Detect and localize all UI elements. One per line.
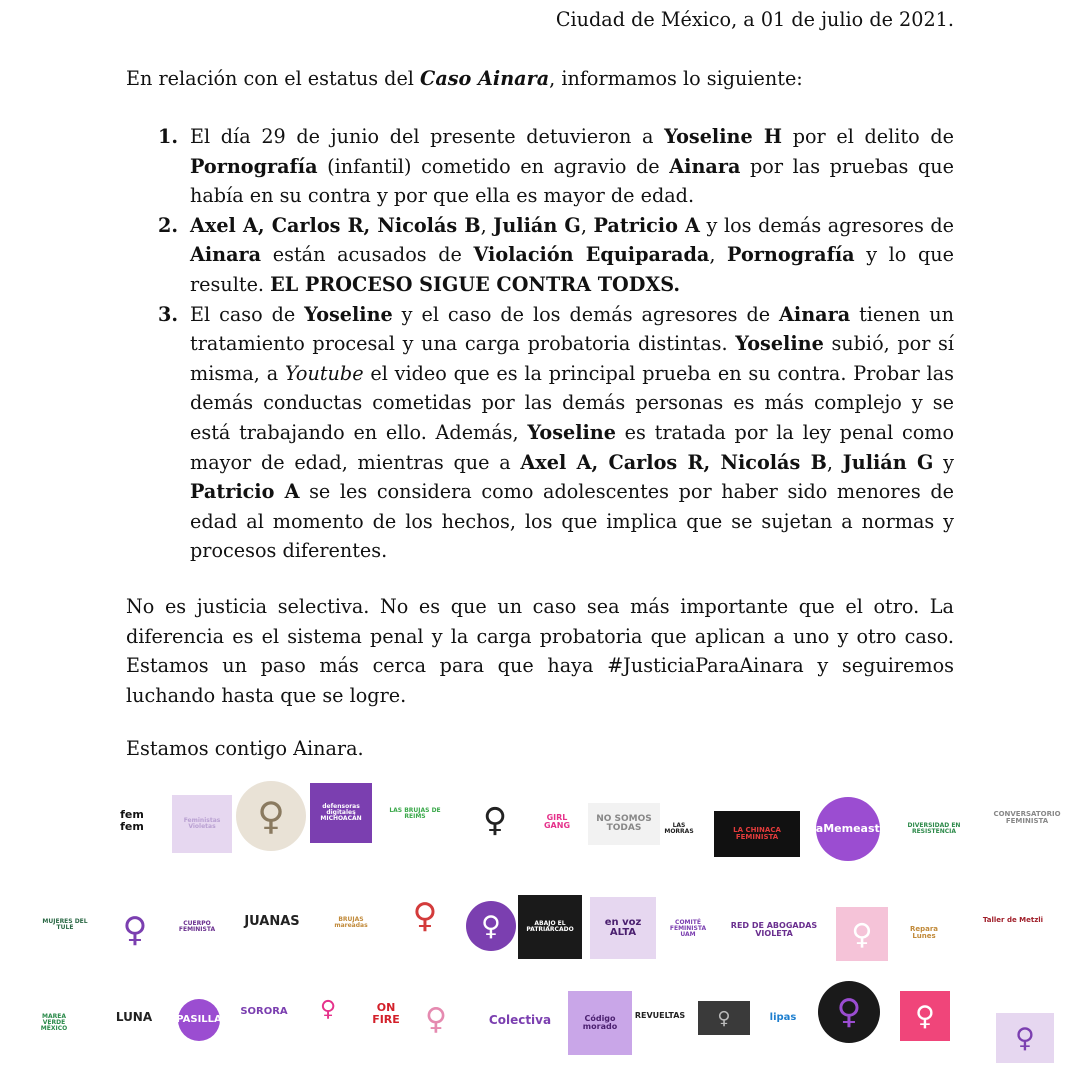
logo-logo-33 xyxy=(420,991,452,1047)
list-item-text: y el caso de los demás agresores de xyxy=(392,302,780,326)
list-item-text: Patricio A xyxy=(593,213,700,237)
intro-post: , informamos lo siguiente: xyxy=(549,67,803,90)
logo-cuerpo-feminista-15 xyxy=(174,895,220,959)
logo-las-morras-8 xyxy=(660,797,698,861)
list-item-text: y lo que resulte. xyxy=(190,243,954,296)
venus-icon: ♀ xyxy=(319,996,337,1022)
logo-colectiva-34 xyxy=(490,991,550,1049)
logo-text: ABAJO EL PATRIARCADO xyxy=(526,919,574,933)
logo-logo-18 xyxy=(394,885,456,947)
logo-feministas-violetas-1 xyxy=(172,795,232,853)
logo-logo-2 xyxy=(236,781,306,851)
logo-logo-24 xyxy=(836,907,888,961)
list-item-number: 1. xyxy=(158,125,179,148)
list-item-number: 2. xyxy=(158,213,179,237)
case-name: Caso Ainara xyxy=(420,67,550,90)
logo-logo-19 xyxy=(466,901,516,951)
logo-marea-verde-méxico-27 xyxy=(30,997,78,1049)
logo-on-fire-32 xyxy=(364,989,408,1039)
logo-text: RED DE ABOGADAS VIOLETA xyxy=(730,920,818,938)
logo-text: DIVERSIDAD EN RESISTENCIA xyxy=(907,821,961,835)
venus-icon: ♀ xyxy=(1015,1022,1035,1054)
logo-revueltas-36 xyxy=(634,993,686,1039)
logo-text: lipas xyxy=(769,1011,797,1023)
logo-text: NO SOMOS TODAS xyxy=(596,813,652,833)
list-item-text: Yoseline H xyxy=(664,125,783,148)
venus-icon: ♀ xyxy=(851,917,873,951)
logo-text: defensoras digitales MICHOACÁN xyxy=(320,802,362,823)
logo-abajo-el-patriarcado-20 xyxy=(518,895,582,959)
list-item-text: , xyxy=(709,243,728,267)
logo-la-chinaca-feminista-9 xyxy=(714,811,800,857)
numbered-list xyxy=(126,122,954,566)
list-item-text: Julián G xyxy=(493,213,581,237)
list-item xyxy=(126,211,954,300)
list-item-text: Violación Equiparada xyxy=(473,243,710,267)
logo-lipas-38 xyxy=(762,997,804,1039)
logo-text: fem fem xyxy=(120,808,144,833)
logo-las-brujas-de-reims-4 xyxy=(384,783,446,845)
logo-pasilla-29 xyxy=(178,999,220,1041)
list-item-text: , xyxy=(826,450,843,474)
logo-no-somos-todas-7 xyxy=(588,803,660,845)
list-item-text: por las pruebas que había en su contra y por que ella es mayor de edad. xyxy=(190,154,954,208)
list-item-text: Youtube xyxy=(284,361,364,385)
logo-diversidad-en-resistencia-11 xyxy=(904,799,964,859)
list-item-text: y xyxy=(933,450,954,474)
logo-text: JUANAS xyxy=(244,914,300,930)
intro-paragraph xyxy=(126,64,954,94)
venus-icon: ♀ xyxy=(425,1001,447,1037)
venus-icon: ♀ xyxy=(481,910,501,942)
venus-icon: ♀ xyxy=(412,896,438,936)
list-item-text: , xyxy=(480,213,494,237)
logo-girl-gang-6 xyxy=(535,799,579,845)
logo-juanas-16 xyxy=(236,903,308,941)
list-item-text: Ainara xyxy=(779,302,851,326)
logo-logo-40 xyxy=(900,991,950,1041)
list-item-number: 3. xyxy=(158,302,179,326)
logo-luna-28 xyxy=(110,993,158,1041)
list-item-text: es tratada por la ley penal como mayor de edad, mientras que a xyxy=(190,420,955,474)
logo-text: ON FIRE xyxy=(372,1001,400,1026)
logo-text: SORORA xyxy=(240,1005,288,1017)
logo-text: COMITÉ FEMINISTA UAM xyxy=(669,918,707,939)
venus-icon: ♀ xyxy=(717,1007,731,1029)
venus-icon: ♀ xyxy=(122,910,148,950)
list-item-text: Yoseline xyxy=(527,420,616,444)
logo-red-de-abogadas-violeta-23 xyxy=(722,913,826,947)
logo-text: LAS MORRAS xyxy=(664,821,694,835)
logo-text: MAREA VERDE MÉXICO xyxy=(40,1012,68,1033)
list-item-text: El caso de xyxy=(190,302,305,326)
logo-text: LAS BRUJAS DE REIMS xyxy=(389,806,441,820)
logo-text: Colectiva xyxy=(488,1012,552,1027)
list-item-text: están acusados de xyxy=(261,243,474,267)
list-item xyxy=(126,122,954,211)
logo-sorora-30 xyxy=(240,989,288,1035)
logo-text: Repara Lunes xyxy=(909,924,939,940)
list-item-text: Ainara xyxy=(669,154,741,178)
list-item-text: tienen un tratamiento procesal y una carga probatoria distintas. xyxy=(190,302,954,356)
logo-lamemeasta-10 xyxy=(808,797,888,861)
logo-taller-de-metzli-26 xyxy=(982,901,1044,941)
list-item-text: Axel A, Carlos R, Nicolás B xyxy=(520,450,827,474)
logo-text: BRUJAS mareadas xyxy=(334,915,368,929)
list-item-text: (infantil) cometido en agravio de xyxy=(317,154,670,178)
venus-icon: ♀ xyxy=(257,794,285,838)
list-item-text: Pornografía xyxy=(190,154,318,178)
logo-fem-fem-0 xyxy=(110,793,154,849)
logo-text: Taller de Metzli xyxy=(982,916,1044,925)
logo-text: REVUELTAS xyxy=(634,1010,686,1020)
logo-código-morado-35 xyxy=(568,991,632,1055)
list-item-text: Julián G xyxy=(842,450,934,474)
logo-conversatorio-feminista-12 xyxy=(982,805,1072,831)
signature-line: Estamos contigo Ainara. xyxy=(126,737,364,760)
logo-text: MUJERES DEL TULE xyxy=(42,917,88,931)
logo-logo-5 xyxy=(464,789,526,849)
list-item-text: Yoseline xyxy=(304,302,393,326)
logo-comité-feminista-uam-22 xyxy=(668,901,708,957)
list-item-text: Axel A, Carlos R, Nicolás B xyxy=(190,213,481,237)
logo-text: Feministas Violetas xyxy=(183,816,221,830)
logo-logo-37 xyxy=(698,1001,750,1035)
logo-repara-lunes-25 xyxy=(898,907,950,959)
logo-logo-41 xyxy=(996,1013,1054,1063)
logo-logo-14 xyxy=(113,899,157,961)
list-item-text: el video que es la principal prueba en su contra. Probar las demás conductas cometidas por las demás personas es más complejo y se está trabajando en ello. Además, xyxy=(190,361,954,444)
logo-text: GIRL GANG xyxy=(543,812,571,830)
list-item-text: Yoseline xyxy=(735,332,824,356)
list-item-text: El día 29 de junio del presente detuvieron a xyxy=(190,125,665,148)
venus-icon: ♀ xyxy=(915,1000,935,1032)
logo-mujeres-del-tule-13 xyxy=(36,891,94,959)
logo-text: LaMemeasta xyxy=(808,822,888,836)
list-item-text: Pornografía xyxy=(727,243,855,267)
logo-text: en voz ALTA xyxy=(604,916,642,938)
venus-icon: ♀ xyxy=(482,799,508,839)
logo-en-voz-alta-21 xyxy=(590,897,656,959)
list-item-text: se les considera como adolescentes por haber sido menores de edad al momento de los hechos, los que implica que se sujetan a normas y procesos diferentes. xyxy=(190,480,954,563)
date-line: Ciudad de México, a 01 de julio de 2021. xyxy=(555,8,954,31)
logo-text: LA CHINACA FEMINISTA xyxy=(733,825,781,841)
logo-brujas-mareadas-17 xyxy=(326,885,376,961)
intro-pre: En relación con el estatus del xyxy=(126,67,421,90)
list-item-text: , xyxy=(580,213,594,237)
logo-logo-39 xyxy=(818,981,880,1043)
logo-text: Código morado xyxy=(582,1013,618,1031)
logo-text: LUNA xyxy=(115,1009,153,1024)
list-item xyxy=(126,300,954,566)
logo-logo-31 xyxy=(306,989,350,1029)
list-item-text: y los demás agresores de xyxy=(699,213,955,237)
list-item-text: EL PROCESO SIGUE CONTRA TODXS. xyxy=(270,272,681,296)
closing-paragraph: No es justicia selectiva. No es que un caso sea más importante que el otro. La diferencia es el sistema penal y la carga probatoria que aplican a uno y otro caso. Estamos un paso más cerca para que haya #JusticiaParaAinara y seguiremos luchando hasta que se logre. xyxy=(126,595,954,707)
logo-text: CONVERSATORIO FEMINISTA xyxy=(993,809,1061,825)
logo-text: PASILLA xyxy=(176,1013,222,1025)
logo-defensoras-digitales-michoacán-3 xyxy=(310,783,372,843)
list-item-text: Patricio A xyxy=(190,480,300,504)
organization-logos xyxy=(0,775,1080,1080)
logo-text: CUERPO FEMINISTA xyxy=(178,919,216,933)
list-item-text: por el delito de xyxy=(782,125,954,148)
list-item-text: subió, por sí misma, a xyxy=(190,332,954,385)
venus-icon: ♀ xyxy=(836,992,862,1032)
list-item-text: Ainara xyxy=(190,243,262,267)
